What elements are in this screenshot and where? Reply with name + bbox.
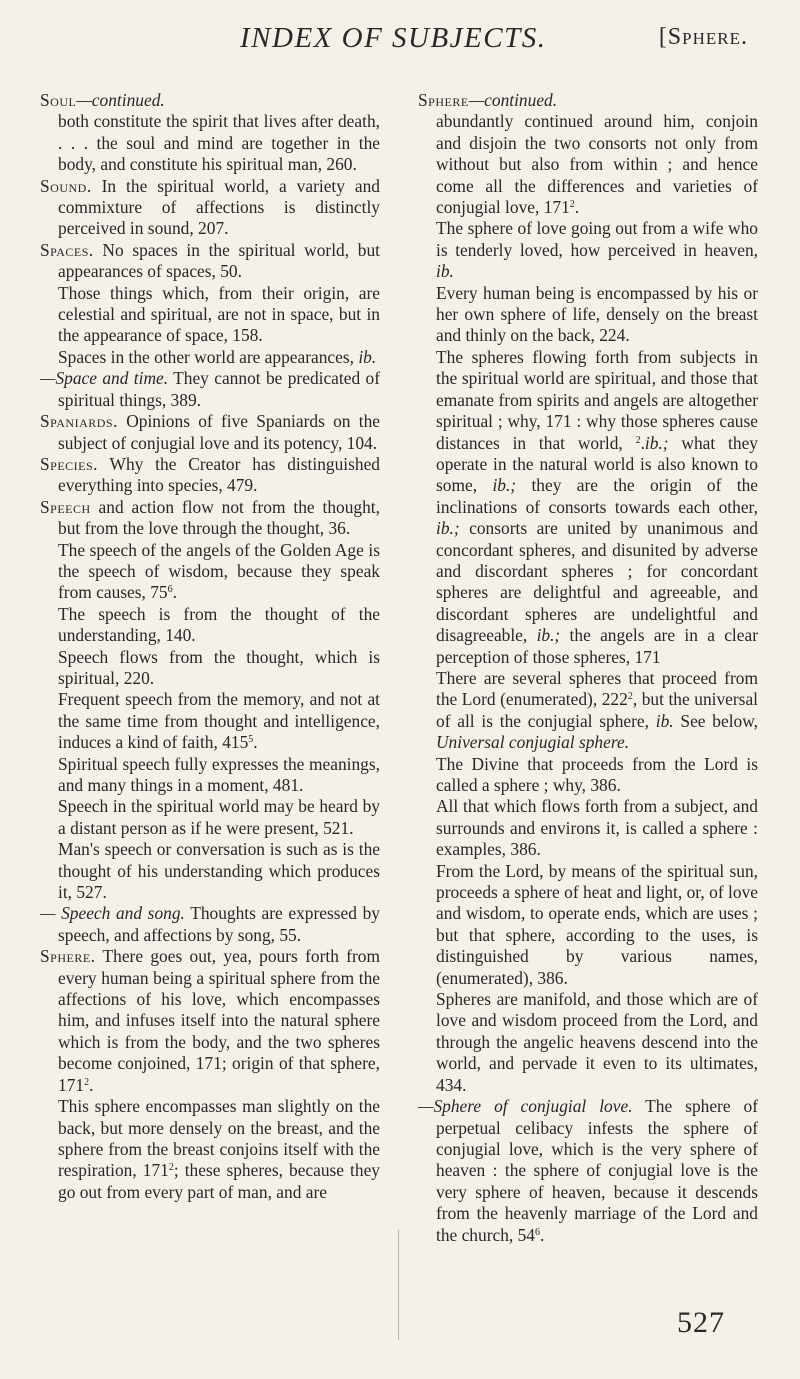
entry-subheading: —Sphere of conjugial love.	[418, 1096, 633, 1117]
entry-text: The speech is from the thought of the understanding, 140.	[58, 603, 380, 646]
reference-ib: ib.	[655, 710, 674, 731]
entry-text: The sphere of love going out from a wife who is tenderly loved, how perceived in heaven,	[436, 218, 758, 260]
index-entry	[418, 1096, 758, 1246]
entry-text: From the Lord, by means of the spiritual sun, proceeds a sphere of heat and light, or, of love and wisdom, to operate ends, which are uses ; but that sphere, according to the uses, is distinguished by various names, (enumerated), 386.	[436, 860, 758, 988]
entry-text: There goes out, yea, pours forth from every human being a spiritual sphere from the affections of his love, which encompasses him, and infuses itself into the natural sphere which is from the body, and the two spheres become conjoined, 171; origin of that sphere, 171	[58, 946, 380, 1095]
index-subentry	[40, 754, 380, 797]
running-head	[0, 22, 800, 62]
reference-ib: ib.;	[536, 625, 561, 646]
entry-text: Spaces in the other world are appearances,	[58, 346, 359, 367]
entry-headword: Spaces.	[40, 239, 94, 260]
entry-headword: Sphere.	[40, 946, 96, 967]
entry-text: what they operate in the natural world is also known to some,	[436, 432, 758, 496]
entry-text: the angels are in a clear perception of those spheres, 171	[436, 625, 758, 667]
entry-text: Spheres are manifold, and those which are of love and wisdom proceed from the Lord, and through the angelic heavens descend into the world, and pervade it even to its ultimates, 434.	[436, 989, 758, 1095]
reference-ib: ib.;	[436, 518, 460, 539]
entry-text: The Divine that proceeds from the Lord is called a sphere ; why, 386.	[436, 753, 758, 795]
index-subentry	[40, 647, 380, 690]
reference-ib: ib.	[358, 346, 377, 367]
paragraph-superscript: 2	[168, 1162, 174, 1174]
index-subentry	[418, 861, 758, 989]
index-subentry	[40, 283, 380, 347]
index-entry	[40, 946, 380, 1096]
index-subentry	[418, 347, 758, 668]
index-subentry	[40, 347, 380, 368]
index-subentry	[418, 111, 758, 218]
entry-headword: Soul	[40, 90, 77, 110]
paragraph-superscript: 2	[84, 1076, 90, 1088]
reference-ib: Universal conjugial sphere.	[436, 732, 630, 753]
entry-text: This sphere encompasses man slightly on the back, but more densely on the breast, and the sphere from the breast conjoins itself with the respiration, 171	[58, 1096, 380, 1181]
entry-text: they are the origin of the inclinations of consorts towards each other,	[436, 475, 759, 517]
index-entry	[40, 411, 380, 454]
paragraph-superscript: 2	[569, 199, 575, 211]
column-divider	[398, 1230, 399, 1340]
entry-subheading: — Speech and song.	[40, 903, 185, 924]
continued-label: —continued.	[76, 90, 165, 110]
index-subentry	[418, 668, 758, 754]
index-subentry	[418, 754, 758, 797]
entry-text: All that which flows forth from a subject, and surrounds and environs it, is called a sphere : examples, 386.	[436, 796, 758, 860]
index-subentry	[418, 989, 758, 1096]
paragraph-superscript: 6	[535, 1226, 540, 1238]
entry-text: .	[89, 1074, 94, 1095]
section-label: [Sphere.	[658, 24, 748, 50]
entry-text: Speech flows from the thought, which is spiritual, 220.	[58, 646, 380, 688]
paragraph-superscript: 2	[635, 434, 641, 446]
paragraph-superscript: 5	[248, 734, 254, 746]
index-subentry	[418, 218, 758, 282]
entry-text: The sphere of perpetual celibacy infests the sphere of conjugial love, which is the very sphere of heaven : the sphere of conjugial love is the very sphere of heaven, because it descends from the heavenly marriage of the Lord and the church, 54	[436, 1096, 759, 1245]
index-entry	[40, 454, 380, 497]
entry-text: Spiritual speech fully expresses the meanings, and many things in a moment, 481.	[58, 753, 380, 795]
running-title: INDEX OF SUBJECTS.	[240, 22, 547, 54]
entry-text: .	[253, 732, 258, 753]
entry-text: They cannot be predicated of spiritual things, 389.	[58, 368, 380, 410]
entry-text: Speech in the spiritual world may be heard by a distant person as if he were present, 521.	[58, 796, 380, 838]
entry-text: Thoughts are expressed by speech, and affections by song, 55.	[58, 903, 380, 945]
entry-text: , but the universal of all is the conjugial sphere,	[436, 689, 758, 731]
entry-headword: Species.	[40, 453, 99, 474]
entry-text: .	[540, 1224, 545, 1245]
entry-text: .	[640, 432, 645, 453]
continued-label: —continued.	[468, 90, 558, 110]
entry-text: The spheres flowing forth from subjects in the spiritual world are spiritual, and those that emanate from spirits and angels are altogether spiritual ; why, 171 : why those spheres cause distances in that world,	[436, 346, 758, 453]
index-subentry	[40, 839, 380, 903]
entry-text: consorts are united by unanimous and concordant spheres, and disunited by adverse and discordant spheres ; for concordant spheres are delightful and agreeable, and discordant spheres are undelightful and disagreeable,	[436, 518, 758, 646]
entry-text: Why the Creator has distinguished everything into species, 479.	[58, 453, 380, 496]
entry-text: Those things which, from their origin, are celestial and spiritual, are not in space, but in the appearance of space, 158.	[58, 282, 380, 346]
index-subentry	[40, 689, 380, 753]
page-number: 527	[677, 1306, 725, 1339]
index-entry	[40, 368, 380, 411]
entry-headword: Speech	[40, 496, 91, 517]
entry-text: ; these spheres, because they go out from every part of man, and are	[58, 1160, 381, 1202]
reference-ib: ib.;	[644, 432, 669, 453]
index-subentry	[40, 604, 380, 647]
entry-text: both constitute the spirit that lives after death, . . . the soul and mind are together in the body, and constitute his spiritual man, 260.	[58, 111, 380, 175]
entry-text: Every human being is encompassed by his or her own sphere of life, densely on the breast and thinly on the back, 224.	[436, 282, 758, 346]
entry-text: abundantly continued around him, conjoin and disjoin the two consorts not only from without but also from within ; and hence come all the differences and varieties of conjugial love, 171	[436, 111, 758, 218]
index-entry	[40, 903, 380, 946]
index-entry	[418, 90, 758, 111]
index-entry	[40, 176, 380, 240]
entry-subheading: —Space and time.	[40, 368, 169, 389]
reference-ib: ib.;	[492, 475, 517, 496]
entry-text: Frequent speech from the memory, and not at the same time from thought and intelligence, induces a kind of faith, 415	[58, 689, 380, 753]
entry-text: Man's speech or conversation is such as is the thought of his understanding which produces it, 527.	[58, 839, 380, 903]
index-entry	[40, 240, 380, 283]
index-subentry	[40, 796, 380, 839]
entry-text: See below,	[673, 710, 758, 731]
entry-text: and action flow not from the thought, but from the love through the thought, 36.	[58, 496, 380, 539]
paragraph-superscript: 2	[627, 691, 633, 703]
entry-headword: Sphere	[418, 90, 469, 110]
entry-text: Opinions of five Spaniards on the subject of conjugial love and its potency, 104.	[58, 411, 380, 453]
index-subentry	[418, 283, 758, 347]
right-column	[418, 90, 758, 1246]
entry-text: No spaces in the spiritual world, but appearances of spaces, 50.	[58, 239, 380, 282]
entry-text: .	[172, 582, 177, 603]
entry-text: The speech of the angels of the Golden Age is the speech of wisdom, because they speak from causes, 75	[58, 539, 380, 603]
index-subentry	[40, 1096, 380, 1203]
reference-ib: ib.	[436, 261, 454, 282]
entry-text: .	[574, 197, 580, 218]
entry-headword: Spaniards.	[40, 411, 118, 432]
entry-text: In the spiritual world, a variety and commixture of affections is distinctly perceived in sound, 207.	[58, 175, 380, 239]
index-subentry	[418, 796, 758, 860]
index-subentry	[40, 540, 380, 604]
left-column	[40, 90, 380, 1203]
index-entry	[40, 497, 380, 540]
entry-headword: Sound.	[40, 175, 92, 196]
index-entry	[40, 90, 380, 111]
entry-text: There are several spheres that proceed from the Lord (enumerated), 222	[436, 667, 758, 710]
paragraph-superscript: 6	[167, 584, 173, 596]
index-subentry	[40, 111, 380, 175]
